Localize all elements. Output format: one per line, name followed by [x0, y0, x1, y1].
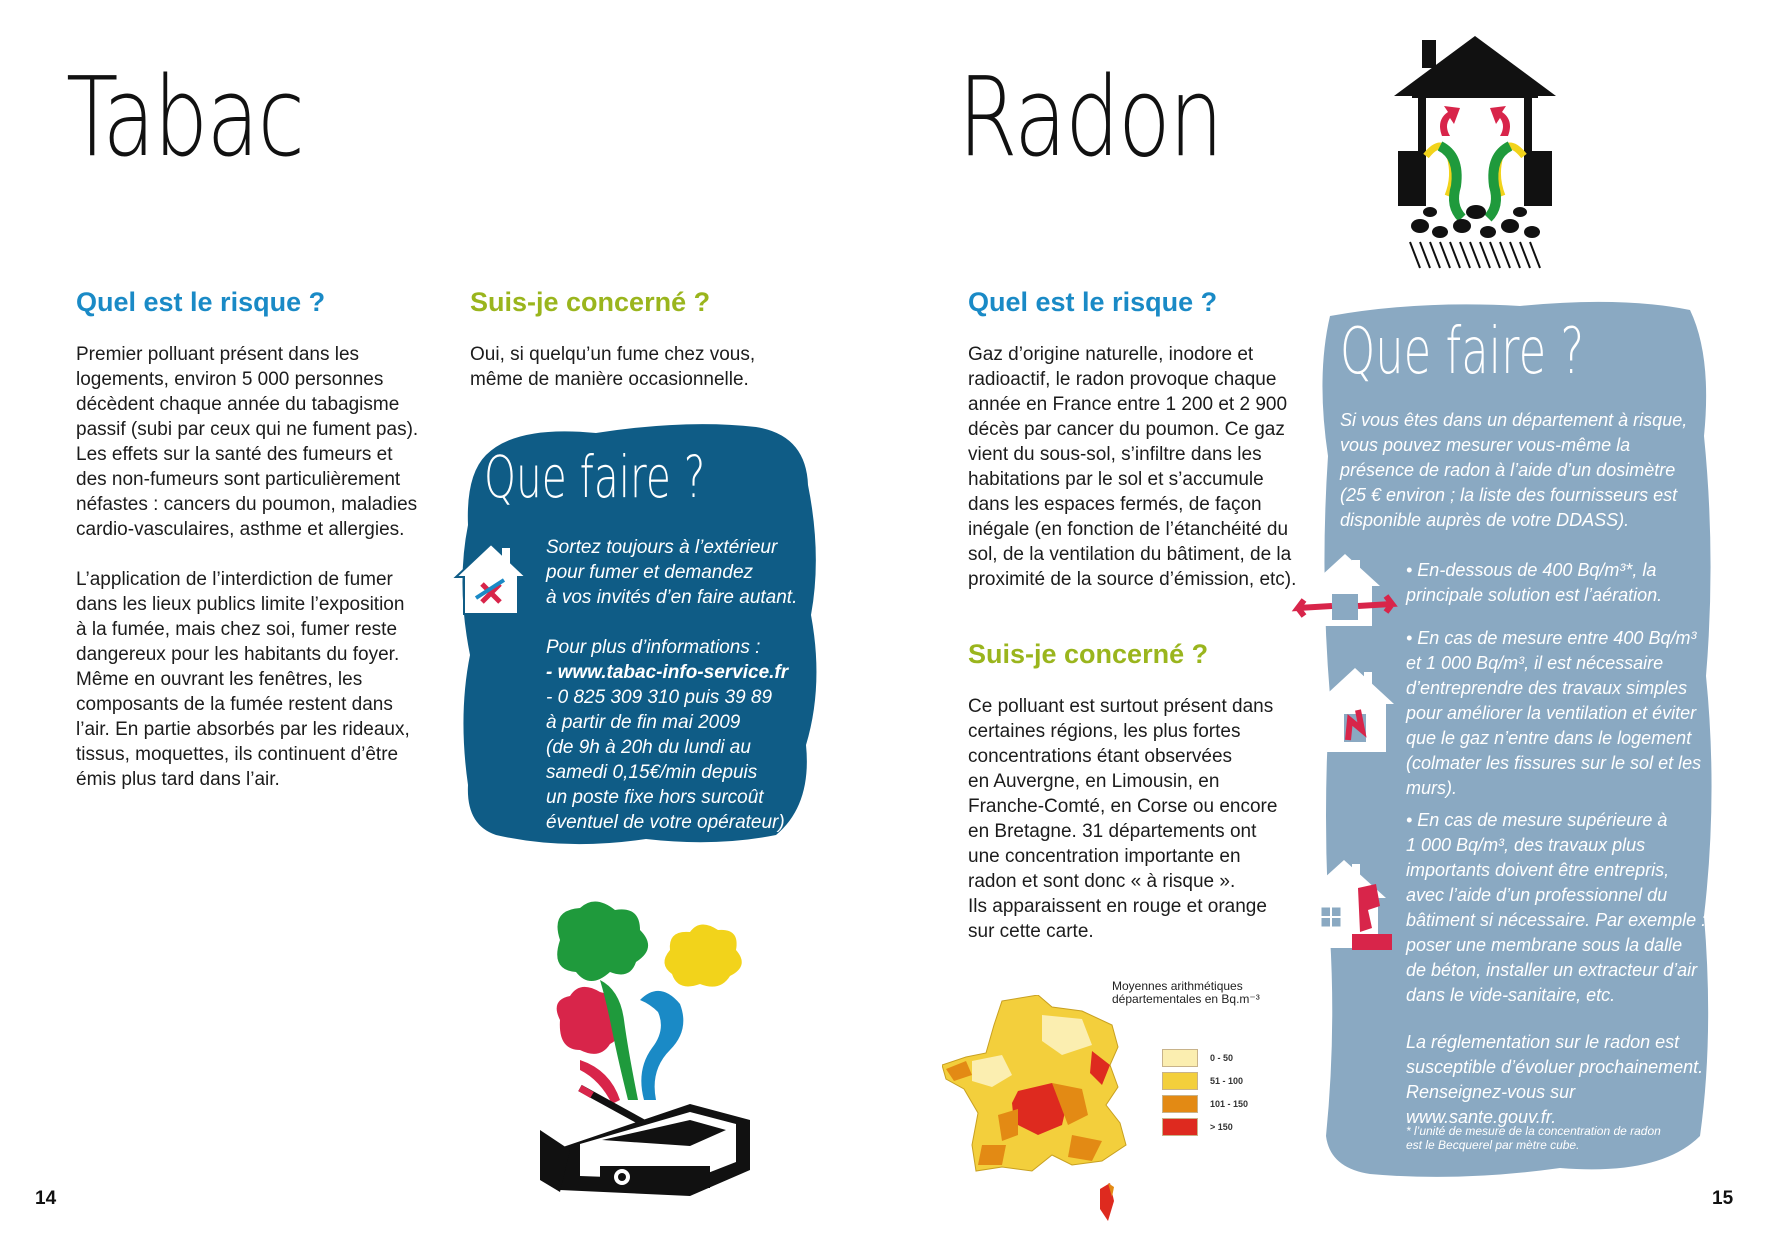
tabac-info-text: Pour plus d’informations : - www.tabac-info-service.fr - 0 825 309 310 puis 39 89 à partir de fin mai 2009 (de 9h à 20h du lundi au samedi 0,15€/min depuis un poste fixe hors surcoût éventuel de votre opérateur) — [546, 635, 826, 835]
tabac-info-service-link[interactable]: - www.tabac-info-service.fr — [546, 662, 789, 683]
map-caption: Moyennes arithmétiques départementales en Bq.m⁻³ — [1112, 979, 1260, 1006]
sante-gouv-link[interactable]: Renseignez-vous sur www.sante.gouv.fr. — [1406, 1082, 1576, 1127]
ashtray-smoke-icon — [540, 900, 770, 1200]
radon-risk-text: Gaz d’origine naturelle, inodore et radioactif, le radon provoque chaque année en France entre 1 200 et 2 900 décès par cancer du poumon. Ce gaz vient du sous-sol, s’infiltre dans les habitations par le sol et s’accumule dans les espaces fermés, de façon inégale (en fonction de l’étanchéité du sol, de la ventilation du bâtiment, de la proximité de la source d’émission, etc). — [968, 344, 1297, 590]
house-works-icon — [1296, 848, 1406, 958]
house-icon — [446, 532, 536, 622]
legend-row — [1162, 1115, 1248, 1138]
house-radon-icon — [1390, 36, 1560, 272]
tabac-risk-paragraph-1: Premier polluant présent dans les logements, environ 5 000 personnes décèdent chaque année du tabagisme passif (subi par ceux qui ne fument pas). Les effets sur la santé des fumeurs et des non-fumeurs sont particulièrement néfastes : cancers du poumon, maladies cardio-vasculaires, asthme et allergies. — [76, 344, 419, 540]
radon-concern-text: Ce polluant est surtout présent dans certaines régions, les plus fortes concentrations étant observées en Auvergne, en Limousin, en Franche-Comté, en Corse ou encore en Bretagne. 31 départements ont une concentration importante en radon et sont donc « à risque ». Ils apparaissent en rouge et orange sur cette carte. — [968, 696, 1278, 942]
legend-row — [1162, 1092, 1248, 1115]
radon-bullet-3: • En cas de mesure supérieure à 1 000 Bq/m³, des travaux plus importants doivent être entrepris, avec l’aide d’un professionnel du bâtiment si nécessaire. Par exemple : poser une membrane sous la dalle de béton, installer un extracteur d’air dans le vide-sanitaire, etc. — [1406, 810, 1707, 1005]
legend-label: > 150 — [1210, 1121, 1233, 1132]
legend-swatch — [1162, 1118, 1198, 1136]
page-number-right: 15 — [1712, 1188, 1734, 1209]
tabac-risk-heading: Quel est le risque ? — [76, 287, 326, 317]
map-legend — [1162, 1046, 1248, 1138]
tabac-concern-text: Oui, si quelqu’un fume chez vous, même de manière occasionnelle. — [470, 344, 756, 390]
legend-label: 0 - 50 — [1210, 1052, 1234, 1063]
legend-row — [1162, 1069, 1248, 1092]
legend-row — [1162, 1046, 1248, 1069]
radon-risk-heading: Quel est le risque ? — [968, 287, 1218, 317]
radon-title: Radon — [958, 53, 1222, 181]
legend-swatch — [1162, 1095, 1198, 1113]
tabac-title: Tabac — [66, 53, 304, 181]
tabac-concern-heading: Suis-je concerné ? — [470, 287, 711, 317]
tabac-risk-paragraph-2: L’application de l’interdiction de fumer dans les lieux publics limite l’exposition à la fumée, mais chez soi, fumer reste dangereux pour les habitants du foyer. Même en ouvrant les fenêtres, les composants de la fumée restent dans l’air. En partie absorbés par les rideaux, tissus, moquettes, ils continuent d’être émis plus tard dans l’air. — [76, 569, 410, 790]
house-ventilation-icon — [1310, 660, 1400, 760]
france-map-icon — [942, 995, 1142, 1225]
legend-label: 101 - 150 — [1210, 1098, 1249, 1109]
tabac-que-faire-text: Sortez toujours à l’extérieur pour fumer et demandez à vos invités d’en faire autant. — [546, 537, 798, 608]
radon-footnote: * l’unité de mesure de la concentration de radon est le Becquerel par mètre cube. — [1406, 1124, 1661, 1152]
radon-que-faire-intro: Si vous êtes dans un département à risque, vous pouvez mesurer vous-même la présence de radon à l’aide d’un dosimètre (25 € environ ; la liste des fournisseurs est disponible auprès de votre DDASS). — [1340, 410, 1688, 530]
radon-concern-heading: Suis-je concerné ? — [968, 639, 1209, 669]
radon-que-faire-title: Que faire ? — [1340, 315, 1585, 389]
radon-bullet-1: • En-dessous de 400 Bq/m³*, la principale solution est l’aération. — [1406, 560, 1663, 605]
legend-swatch — [1162, 1072, 1198, 1090]
tabac-risk-text — [76, 342, 436, 817]
legend-swatch — [1162, 1049, 1198, 1067]
radon-bullet-2: • En cas de mesure entre 400 Bq/m³ et 1 000 Bq/m³, il est nécessaire d’entreprendre des travaux simples pour améliorer la ventilation et éviter que le gaz n’entre dans le logement (colmater les fissures sur le sol et les murs). — [1406, 628, 1702, 798]
tabac-que-faire-title: Que faire ? — [484, 443, 706, 511]
legend-label: 51 - 100 — [1210, 1075, 1244, 1086]
page-number-left: 14 — [35, 1188, 57, 1209]
house-aeration-icon — [1290, 546, 1400, 636]
radon-regulation-text: La réglementation sur le radon est susceptible d’évoluer prochainement. Renseignez-vous sur www.sante.gouv.fr. — [1406, 1030, 1716, 1130]
